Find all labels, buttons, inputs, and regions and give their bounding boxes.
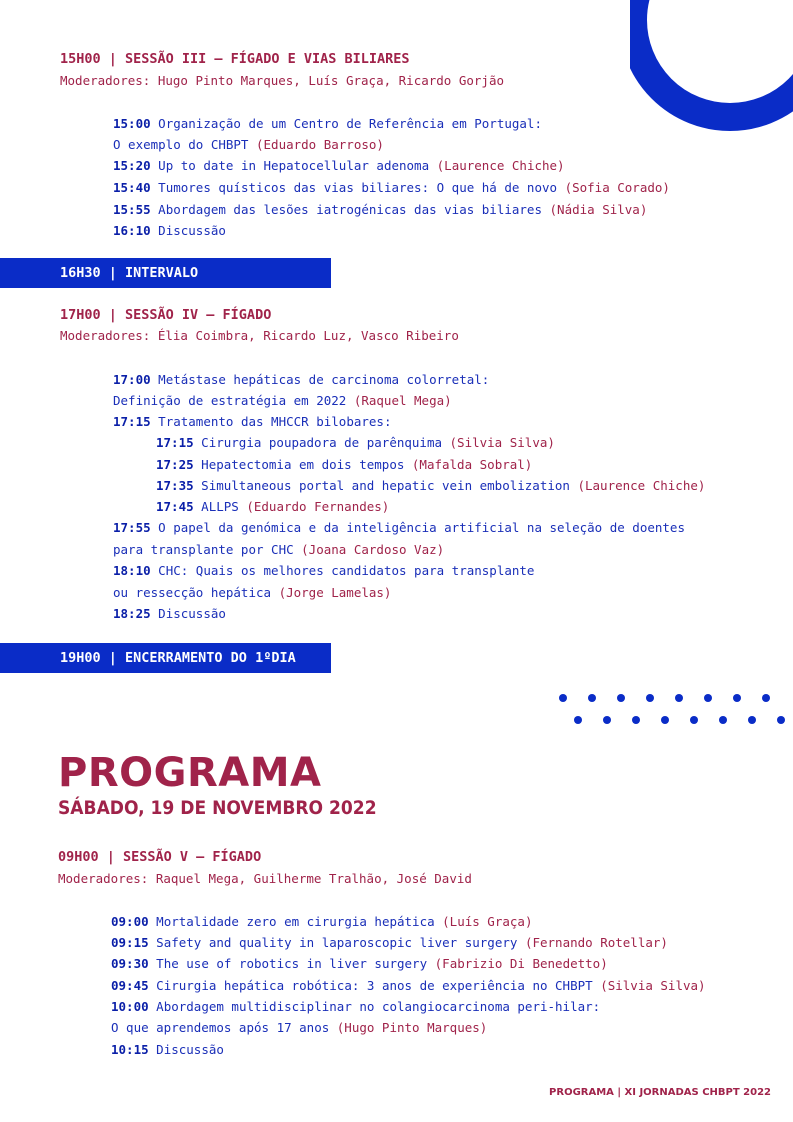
dot (646, 694, 654, 702)
list-item: 17:25 Hepatectomia em dois tempos (Mafalda Sobral) (156, 457, 533, 472)
dot (675, 694, 683, 702)
dot (748, 716, 756, 724)
list-item: 17:15 Tratamento das MHCCR bilobares: (113, 414, 392, 429)
list-item: 10:15 Discussão (111, 1042, 224, 1057)
list-item: 18:10 CHC: Quais os melhores candidatos para transplante (113, 563, 535, 578)
list-item: ou ressecção hepática (Jorge Lamelas) (113, 585, 392, 600)
dot (617, 694, 625, 702)
dot (632, 716, 640, 724)
dot (574, 716, 582, 724)
dot (588, 694, 596, 702)
list-item: 18:25 Discussão (113, 606, 226, 621)
list-item: O que aprendemos após 17 anos (Hugo Pinto Marques) (111, 1020, 488, 1035)
session-5-moderators: Moderadores: Raquel Mega, Guilherme Tralhão, José David (58, 871, 472, 886)
list-item: 15:40 Tumores quísticos das vias biliares: O que há de novo (Sofia Corado) (113, 180, 670, 195)
session-4-moderators: Moderadores: Élia Coimbra, Ricardo Luz, Vasco Ribeiro (60, 328, 459, 343)
session-3-moderators: Moderadores: Hugo Pinto Marques, Luís Graça, Ricardo Gorjão (60, 73, 505, 88)
dot (559, 694, 567, 702)
dot (719, 716, 727, 724)
session-3-title: 15H00 | SESSÃO III – FÍGADO E VIAS BILIARES (60, 51, 410, 67)
dot (690, 716, 698, 724)
session-5-title: 09H00 | SESSÃO V – FÍGADO (58, 849, 262, 865)
dot (603, 716, 611, 724)
closing-label: 19H00 | ENCERRAMENTO DO 1ºDIA (60, 650, 296, 666)
dot (704, 694, 712, 702)
list-item: 09:30 The use of robotics in liver surgery (Fabrizio Di Benedetto) (111, 956, 608, 971)
list-item: 09:45 Cirurgia hepática robótica: 3 anos de experiência no CHBPT (Silvia Silva) (111, 978, 706, 993)
list-item: para transplante por CHC (Joana Cardoso Vaz) (113, 542, 445, 557)
dot (661, 716, 669, 724)
page-subtitle-date: SÁBADO, 19 DE NOVEMBRO 2022 (58, 797, 377, 819)
closing-band (0, 643, 331, 673)
break-label: 16H30 | INTERVALO (60, 265, 199, 281)
list-item: 17:55 O papel da genómica e da inteligência artificial na seleção de doentes (113, 520, 685, 535)
break-band (0, 258, 331, 288)
session-4-title: 17H00 | SESSÃO IV – FÍGADO (60, 307, 272, 323)
list-item: 15:00 Organização de um Centro de Referência em Portugal: (113, 116, 542, 131)
page-title: PROGRAMA (58, 750, 322, 796)
list-item: 16:10 Discussão (113, 223, 226, 238)
list-item: 17:00 Metástase hepáticas de carcinoma colorretal: (113, 372, 490, 387)
list-item: 10:00 Abordagem multidisciplinar no colangiocarcinoma peri-hilar: (111, 999, 601, 1014)
list-item: O exemplo do CHBPT (Eduardo Barroso) (113, 137, 384, 152)
list-item: 15:55 Abordagem das lesões iatrogénicas das vias biliares (Nádia Silva) (113, 202, 648, 217)
list-item: 17:35 Simultaneous portal and hepatic vein embolization (Laurence Chiche) (156, 478, 706, 493)
dot (762, 694, 770, 702)
list-item: 09:00 Mortalidade zero em cirurgia hepática (Luís Graça) (111, 914, 533, 929)
dot (777, 716, 785, 724)
list-item: 17:15 Cirurgia poupadora de parênquima (Silvia Silva) (156, 435, 555, 450)
list-item: Definição de estratégia em 2022 (Raquel Mega) (113, 393, 452, 408)
list-item: 17:45 ALLPS (Eduardo Fernandes) (156, 499, 390, 514)
dot (733, 694, 741, 702)
list-item: 09:15 Safety and quality in laparoscopic liver surgery (Fernando Rotellar) (111, 935, 668, 950)
list-item: 15:20 Up to date in Hepatocellular adenoma (Laurence Chiche) (113, 158, 565, 173)
footer-label: PROGRAMA | XI JORNADAS CHBPT 2022 (549, 1087, 771, 1098)
decorative-ring (630, 0, 793, 140)
